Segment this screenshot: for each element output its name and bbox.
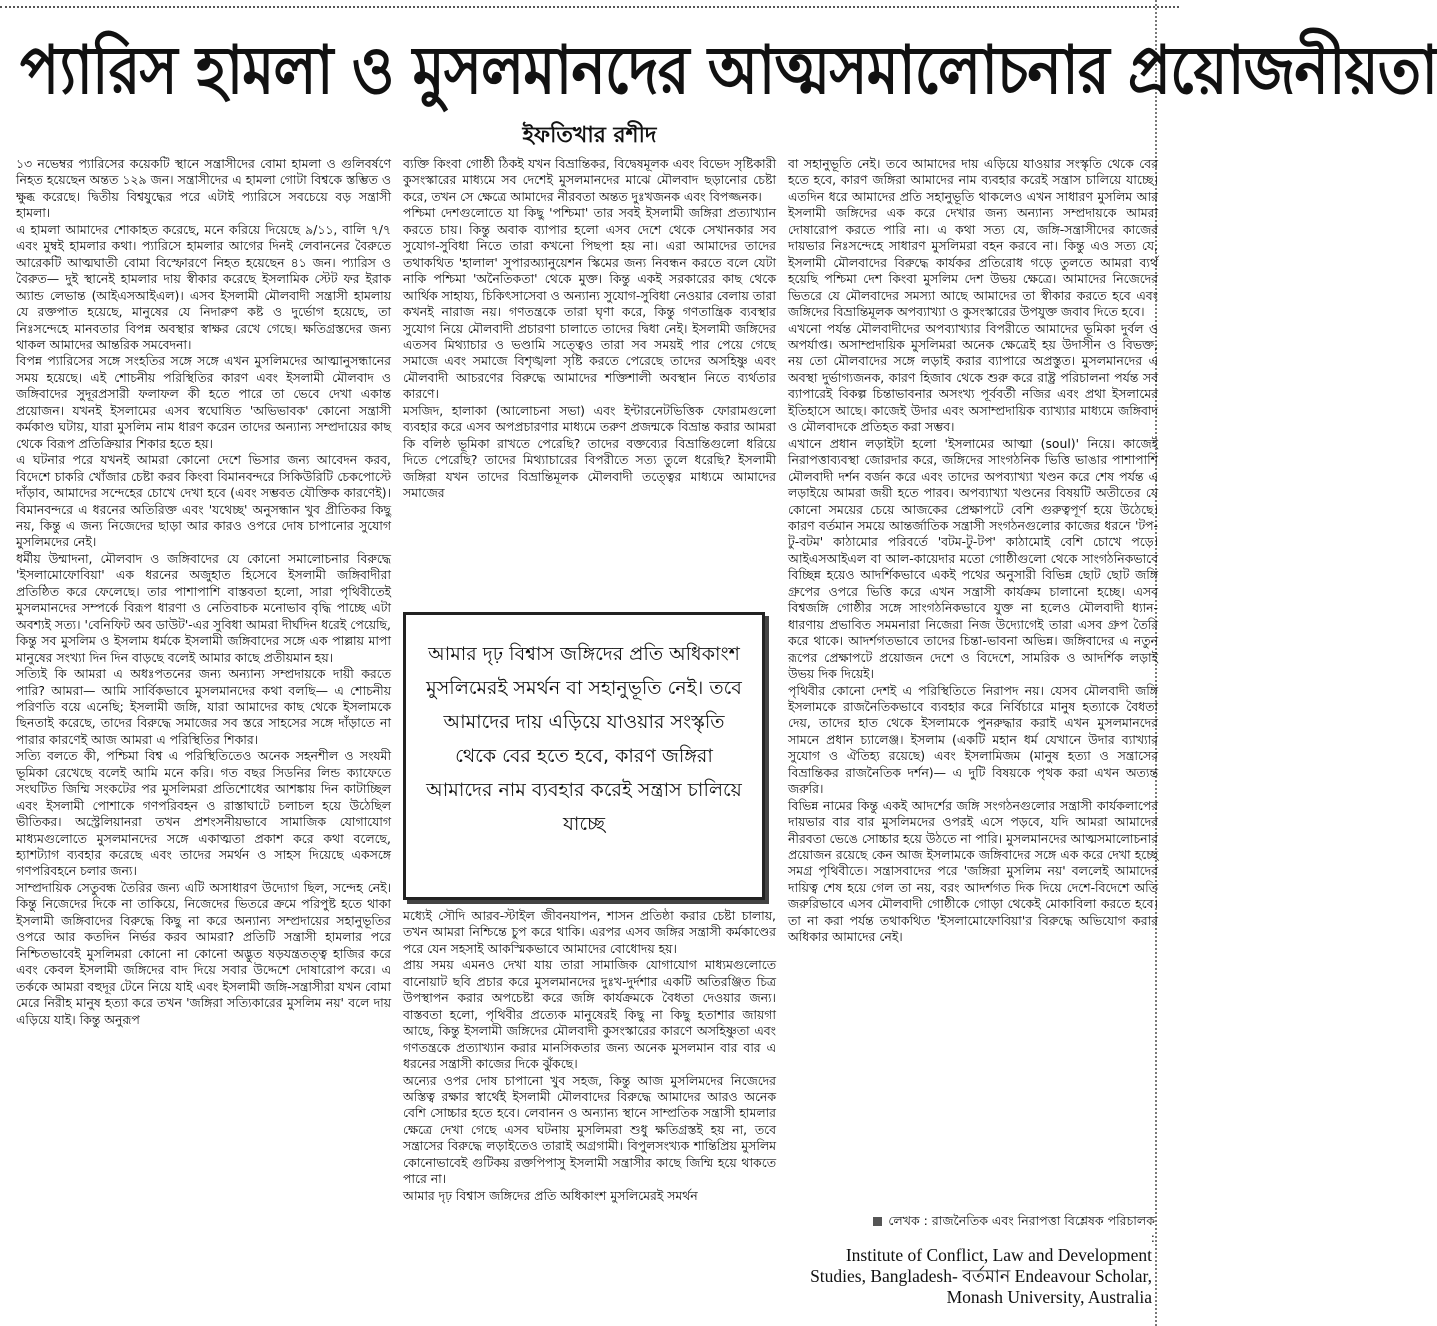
paragraph: সত্যি বলতে কী, পশ্চিমা বিশ্ব এ পরিস্থিতিতেও অনেক সহনশীল ও সংযমী ভূমিকা রেখেছে বলেই আমি মনে করি। গত বছর সিডনির লিন্ড ক্যাফেতে সংঘটিত জিম্মি সংকটের পর মুসলিমরা প্রতিশোধের আশঙ্কায় দিন কাটাচ্ছিল এবং ইসলামী পোশাকে গণপরিবহন ও রাস্তাঘাটে চলাচল হয়ে উঠেছিল ভীতিকর। অস্ট্রেলিয়ানরা তখন প্রশংসনীয়ভাবে সামাজিক যোগাযোগ মাধ্যমগুলোতে মুসলমানদের সঙ্গে একাত্মতা প্রকাশ করে কথা বলেছে, হ্যাশট্যাগ ব্যবহার করেছে এবং তাদের সমর্থন ও সাহস দিয়েছে একসঙ্গে গণপরিবহনে চলার জন্য।: [16, 748, 391, 879]
paragraph: ধর্মীয় উম্মাদনা, মৌলবাদ ও জঙ্গিবাদের যে কোনো সমালোচনার বিরুদ্ধে 'ইসলামোফোবিয়া' এক ধরনের অজুহাত হিসেবে ইসলামী জঙ্গিবাদীরা প্রতিষ্ঠিত করে ফেলেছে। তার পাশাপাশি বাস্তবতা হলো, সারা পৃথিবীতেই মুসলমানদের সম্পর্কে বিরূপ ধারণা ও নেতিবাচক মনোভাব বৃদ্ধি পাচ্ছে এটা অবশ্যই সত্য। 'বেনিফিট অব ডাউট'-এর সুবিধা আমরা দীর্ঘদিন ধরেই পেয়েছি, কিন্তু সব মুসলিম ও ইসলাম ধর্মকে ইসলামী জঙ্গিবাদের সঙ্গে এক পাল্লায় মাপা মানুষের সংখ্যা দিন দিন বাড়ছে বলেই আমার কাছে প্রতীয়মান হয়।: [16, 550, 391, 665]
paragraph: মধ্যেই সৌদি আরব-স্টাইল জীবনযাপন, শাসন প্রতিষ্ঠা করার চেষ্টা চালায়, তখন আমরা নিশ্চিন্তে চুপ করে থাকি। এরপর এসব জঙ্গির সন্ত্রাসী কর্মকাণ্ডের পরে যেন সহসাই আকস্মিকভাবে আমাদের বোধোদয় হয়।: [403, 908, 776, 956]
headline: প্যারিস হামলা ও মুসলমানদের আত্মসমালোচনার প্রয়োজনীয়তা: [20, 30, 1437, 110]
cut-line-top: [0, 6, 1179, 8]
column-2-bottom: [403, 908, 776, 1306]
column-1: [16, 156, 391, 1246]
author-note: [870, 1212, 1155, 1246]
paragraph: আমার দৃঢ় বিশ্বাস জঙ্গিদের প্রতি অধিকাংশ মুসলিমেরই সমর্থন: [403, 1187, 698, 1203]
paragraph: সাম্প্রদায়িক সেতুবন্ধ তৈরির জন্য এটি অসাধারণ উদ্যোগ ছিল, সন্দেহ নেই। কিন্তু নিজেদের দিকে না তাকিয়ে, নিজেদের ভিতরে ক্রমে পরিপুষ্ট হতে থাকা ইসলামী জঙ্গিবাদের বিরুদ্ধে কিছু না করে অন্যান্য সম্প্রদায়ের সহানুভূতির ওপরে আর কতদিন নির্ভর করব আমরা? প্রতিটি সন্ত্রাসী হামলার পরে নিশ্চিতভাবেই মুসলিমরা কোনো না কোনো অদ্ভুত ষড়যন্ত্রতত্ত্ব হাজির করে এবং কেবল ইসলামী জঙ্গিদের বাদ দিয়ে সবার উদ্দেশে দোষারোপ করে। এ তর্ককে আমরা বহুদূর টেনে নিয়ে যাই এবং ইসলামী জঙ্গি-সন্ত্রাসীরা যখন বোমা মেরে নিরীহ মানুষ হত্যা করে তখন 'জঙ্গিরা সত্যিকারের মুসলিম নয়' বলে দায় এড়িয়ে যাই। কিন্তু অনুরূপ: [16, 879, 391, 1027]
byline: ইফতিখার রশীদ: [522, 123, 657, 148]
paragraph: এখানে প্রধান লড়াইটা হলো 'ইসলামের আত্মা (soul)' নিয়ে। কাজেই নিরাপত্তাব্যবস্থা জোরদার করে, জঙ্গিদের সাংগঠনিক ভিত্তি ভাঙার পাশাপাশি মৌলবাদী দর্শন বর্জন করে এবং তাদের অপব্যাখ্যা খণ্ডন করে শেষ পর্যন্ত এ লড়াইয়ে আমরা জয়ী হতে পারব। অপব্যাখ্যা খণ্ডনের বিষয়টি অতীতের যে কোনো সময়ের চেয়ে আজকের প্রেক্ষাপটে বেশি গুরুত্বপূর্ণ হয়ে উঠেছে। কারণ বর্তমান সময়ে আন্তর্জাতিক সন্ত্রাসী সংগঠনগুলোর কাজের ধরনে 'টপ-টু-বটম' কাঠামোর পরিবর্তে 'বটম-টু-টপ' কাঠামোই বেশি চোখে পড়ে। আইএসআইএল বা আল-কায়েদার মতো গোষ্ঠীগুলো থেকে সাংগঠনিকভাবে বিচ্ছিন্ন হয়েও আদর্শিকভাবে একই পথের অনুসারী বিভিন্ন ছোট ছোট জঙ্গি গ্রুপের ওপরে ভিত্তি করে এখন সন্ত্রাসী কার্যক্রম চালানো হচ্ছে। এসব বিশ্বজঙ্গি গোষ্ঠীর সঙ্গে সাংগঠনিকভাবে যুক্ত না হলেও মৌলবাদী ধ্যান-ধারণায় প্রভাবিত সমমনারা নিজেরা নিজ উদ্যোগেই তারা এসব গ্রুপ তৈরি করে থাকে। আদর্শগতভাবে তাদের চিন্তা-ভাবনা অভিন্ন। জঙ্গিবাদের এ নতুন রূপের প্রেক্ষাপটে প্রয়োজন দেশে ও বিদেশে, সামরিক ও আদর্শিক লড়াই উভয় দিক দিয়েই।: [788, 435, 1158, 682]
author-note-text: লেখক : রাজনৈতিক এবং নিরাপত্তা বিশ্লেষক পরিচালক :: [888, 1213, 1155, 1245]
paragraph: বা সহানুভূতি নেই। তবে আমাদের দায় এড়িয়ে যাওয়ার সংস্কৃতি থেকে বের হতে হবে, কারণ জঙ্গিরা আমাদের নাম ব্যবহার করেই সন্ত্রাস চালিয়ে যাচ্ছে। এতদিন ধরে আমাদের প্রতি সহানুভূতি থাকলেও এখন সাধারণ মুসলিম আর ইসলামী জঙ্গিদের এক করে দেখার জন্য অন্যান্য সম্প্রদায়কে আমরা দোষারোপ করতে পারি না। এ কথা সত্য যে, জঙ্গি-সন্ত্রাসীদের কাজের দায়ভার নিঃসন্দেহে সাধারণ মুসলিমরা বহন করবে না। কিন্তু এও সত্য যে, ইসলামী মৌলবাদের বিরুদ্ধে কার্যকর প্রতিরোধ গড়ে তুলতে আমরা ব্যর্থ হয়েছি পশ্চিমা দেশ কিংবা মুসলিম দেশ উভয় ক্ষেত্রে। আমাদের নিজেদের ভিতরে যে মৌলবাদের সমস্যা আছে আমাদের তা স্বীকার করতে হবে এবং জঙ্গিদের বিভ্রান্তিমূলক অপব্যাখ্যা ও কুসংস্কারের উপযুক্ত জবাব দিতে হবে।: [788, 156, 1158, 320]
author-affiliation: Institute of Conflict, Law and Development Studies, Bangladesh- বর্তমান Endeavour Scholar, Monash University, Australia: [810, 1245, 1152, 1307]
paragraph: ১৩ নভেম্বর প্যারিসের কয়েকটি স্থানে সন্ত্রাসীদের বোমা হামলা ও গুলিবর্ষণে নিহত হয়েছেন অন্তত ১২৯ জন। সন্ত্রাসীদের এ হামলা গোটা বিশ্বকে স্তম্ভিত ও ক্ষুব্ধ করেছে। দ্বিতীয় বিশ্বযুদ্ধের পরে এটাই প্যারিসে সবচেয়ে বড় সন্ত্রাসী হামলা।: [16, 156, 391, 221]
pull-quote-text: আমার দৃঢ় বিশ্বাস জঙ্গিদের প্রতি অধিকাংশ মুসলিমেরই সমর্থন বা সহানুভূতি নেই। তবে আমাদের দায় এড়িয়ে যাওয়ার সংস্কৃতি থেকে বের হতে হবে, কারণ জঙ্গিরা আমাদের নাম ব্যবহার করেই সন্ত্রাস চালিয়ে যাচ্ছে: [426, 643, 742, 835]
paragraph: অন্যের ওপর দোষ চাপানো খুব সহজ, কিন্তু আজ মুসলিমদের নিজেদের অস্তিত্ব রক্ষার স্বার্থেই ইসলামী মৌলবাদের বিরুদ্ধে আমাদের আরও অনেক বেশি সোচ্চার হতে হবে। লেবানন ও অন্যান্য স্থানে সাম্প্রতিক সন্ত্রাসী হামলার ক্ষেত্রে দেখা গেছে এসব ঘটনায় মুসলিমরা শুধু ক্ষতিগ্রস্তই হয় না, তবে সন্ত্রাসের বিরুদ্ধে লড়াইতেও তারাই অগ্রগামী। বিপুলসংখ্যক শান্তিপ্রিয় মুসলিম কোনোভাবেই গুটিকয় রক্তপিপাসু ইসলামী সন্ত্রাসীর কাছে জিম্মি হয়ে থাকতে পারে না।: [403, 1072, 776, 1187]
paragraph: ব্যক্তি কিংবা গোষ্ঠী ঠিকই যখন বিভ্রান্তিকর, বিদ্বেষমূলক এবং বিভেদ সৃষ্টিকারী কুসংস্কারের মাধ্যমে সব দেশেই মুসলমানদের মাঝে মৌলবাদ ছড়ানোর চেষ্টা করে, তখন সে ক্ষেত্রে আমাদের নীরবতা অন্তত দুঃখজনক এবং বিপজ্জনক।: [403, 156, 776, 204]
square-bullet-icon: [873, 1217, 882, 1226]
paragraph: সত্যিই কি আমরা এ অধঃপতনের জন্য অন্যান্য সম্প্রদায়কে দায়ী করতে পারি? আমরা— আমি সার্বিকভাবে মুসলমানদের কথা বলছি— এ শোচনীয় পরিণতি বয়ে এনেছি; ইসলামী জঙ্গি, যারা আমাদের কাছ থেকে ইসলামকে ছিনতাই করেছে, তাদের বিরুদ্ধে সমাজের সব স্তরে সাহসের সঙ্গে দাঁড়াতে না পারার কারণেই আজ আমরা এ পরিস্থিতির শিকার।: [16, 666, 391, 747]
paragraph: এ হামলা আমাদের শোকাহত করেছে, মনে করিয়ে দিয়েছে ৯/১১, বালি ৭/৭ এবং মুম্বই হামলার কথা। প্যারিসে হামলার আগের দিনই লেবাননের বৈরুতে আরেকটি আত্মঘাতী বোমা বিস্ফোরণে নিহত হয়েছেন ৪১ জন। প্যারিস ও বৈরুত— দুই স্থানেই হামলার দায় স্বীকার করেছে ইসলামিক স্টেট ফর ইরাক অ্যান্ড লেভান্ত (আইএসআইএল)। এসব ইসলামী মৌলবাদী সন্ত্রাসী হামলায় যে রক্তপাত হয়েছে, মানুষের যে নিদারুণ কষ্ট ও দুর্ভোগ হয়েছে, তা নিঃসন্দেহে মানবতার বিপন্ন অবস্থার স্বাক্ষর রেখে গেছে। ক্ষতিগ্রস্তদের জন্য থাকল আমাদের আন্তরিক সমবেদনা।: [16, 221, 391, 352]
paragraph: মসজিদ, হালাকা (আলোচনা সভা) এবং ইন্টারনেটভিত্তিক ফোরামগুলো ব্যবহার করে এসব অপপ্রচারণার মাধ্যমে তরুণ প্রজন্মকে বিভ্রান্ত করার আমরা কি বলিষ্ঠ ভূমিকা রাখতে পেরেছি? তাদের বক্তব্যের বিভ্রান্তিগুলো ধরিয়ে দিতে পেরেছি? তাদের মিথ্যাচারের বিপরীতে সত্য তুলে ধরেছি? ইসলামী জঙ্গিরা যখন তাদের বিভ্রান্তিমূলক মৌলবাদী তত্ত্বের মাধ্যমে আমাদের সমাজের: [403, 402, 776, 501]
paragraph: প্রায় সময় এমনও দেখা যায় তারা সামাজিক যোগাযোগ মাধ্যমগুলোতে বানোয়াট ছবি প্রচার করে মুসলমানদের দুঃখ-দুর্দশার একটি অতিরঞ্জিত চিত্র উপস্থাপন করার অপচেষ্টা করে জঙ্গি কার্যক্রমকে বৈধতা দেওয়ার জন্য। বাস্তবতা হলো, পৃথিবীর প্রত্যেক মানুষেরই কিছু না কিছু হতাশার জায়গা আছে, কিন্তু ইসলামী জঙ্গিদের মৌলবাদী কুসংস্কারের কারণে অসহিষ্ণুতা এবং গণতন্ত্রকে প্রত্যাখ্যান করার মানসিকতার জন্য অনেক মুসলমান বার বার এ ধরনের সন্ত্রাসী কাজের দিকে ঝুঁকছে।: [403, 957, 776, 1072]
column-3: [788, 156, 1158, 1206]
paragraph: পৃথিবীর কোনো দেশই এ পরিস্থিতিতে নিরাপদ নয়। যেসব মৌলবাদী জঙ্গি ইসলামকে রাজনৈতিকভাবে ব্যবহার করে নির্বিচারে মানুষ হত্যাকে বৈধতা দেয়, তাদের হাত থেকে ইসলামকে পুনরুদ্ধার করাই এখন মুসলমানদের সামনে প্রধান চ্যালেঞ্জ। ইসলাম (একটি মহান ধর্ম যেখানে উদার ব্যাখ্যার সুযোগ ও ঐতিহ্য রয়েছে) এবং ইসলামিজম (মানুষ হত্যা ও সন্ত্রাসের বিভ্রান্তিকর রাজনৈতিক দর্শন)— এ দুটি বিষয়কে পৃথক করা এখন অত্যন্ত জরুরি।: [788, 682, 1158, 797]
column-2-top: [403, 156, 776, 611]
paragraph: বিপন্ন প্যারিসের সঙ্গে সংহতির সঙ্গে সঙ্গে এখন মুসলিমদের আত্মানুসন্ধানের সময় হয়েছে। এই শোচনীয় পরিস্থিতির কারণ এবং ইসলামী মৌলবাদ ও জঙ্গিবাদের সুদূরপ্রসারী ফলাফল কী হতে পারে তা ভেবে দেখা একান্ত প্রয়োজন। যখনই ইসলামের এসব স্বঘোষিত 'অভিভাবক' কোনো সন্ত্রাসী কর্মকাণ্ড ঘটায়, যারা মুসলিম নাম ধারণ করেন তাদের অন্যান্য সম্প্রদায়ের কাছ থেকে বিরূপ প্রতিক্রিয়ার শিকার হতে হয়।: [16, 353, 391, 451]
pull-quote-box: [403, 612, 765, 900]
paragraph: বিভিন্ন নামের কিন্তু একই আদর্শের জঙ্গি সংগঠনগুলোর সন্ত্রাসী কার্যকলাপের দায়ভার বার বার মুসলিমদের ওপরই এসে পড়বে, যদি আমরা আমাদের নীরবতা ভেঙে সোচ্চার হয়ে উঠতে না পারি। মুসলমানদের আত্মসমালোচনার প্রয়োজন রয়েছে কেন আজ ইসলামকে জঙ্গিবাদের সঙ্গে এক করে দেখা হচ্ছে সমগ্র পৃথিবীতে। সন্ত্রাসবাদের পরে 'জঙ্গিরা মুসলিম নয়' বললেই আমাদের দায়িত্ব শেষ হয়ে গেল তা নয়, বরং আদর্শগত দিক দিয়ে দেশে-বিদেশে অতি জরুরিভাবে এসব মৌলবাদী গোষ্ঠীকে গোড়া থেকেই মোকাবিলা করতে হবে। তা না করা পর্যন্ত তথাকথিত 'ইসলামোফোবিয়া'র বিরুদ্ধে অভিযোগ করার অধিকার আমাদের নেই।: [788, 797, 1158, 945]
paragraph: এখনো পর্যন্ত মৌলবাদীদের অপব্যাখ্যার বিপরীতে আমাদের ভূমিকা দুর্বল ও অপর্যাপ্ত। অসাম্প্রদায়িক মুসলিমরা অনেক ক্ষেত্রেই হয় উদাসীন ও বিভক্ত, নয় তো মৌলবাদের সঙ্গে লড়াই করার ব্যাপারে অপ্রস্তুত। মুসলমানদের এ অবস্থা দুর্ভাগ্যজনক, কারণ হিজাব থেকে শুরু করে রাষ্ট্র পরিচালনা পর্যন্ত সব ব্যাপারেই বিকল্প চিন্তাভাবনার অসংখ্য পূর্ববর্তী নজির এবং প্রথা ইসলামের ইতিহাসে আছে। কাজেই উদার এবং অসাম্প্রদায়িক ব্যাখ্যার মাধ্যমে জঙ্গিবাদ ও মৌলবাদকে প্রতিহত করা সম্ভব।: [788, 320, 1158, 435]
paragraph: এ ঘটনার পরে যখনই আমরা কোনো দেশে ভিসার জন্য আবেদন করব, বিদেশে চাকরি খোঁজার চেষ্টা করব কিংবা বিমানবন্দরে সিকিউরিটি চেকপোস্টে দাঁড়াব, আমাদের সন্দেহের চোখে দেখা হবে (এবং সম্ভবত যৌক্তিক কারণেই)। বিমানবন্দরে এ ধরনের অতিরিক্ত এবং 'যথেচ্ছ' অনুসন্ধান খুব প্রীতিকর কিছু নয়, কিন্তু এ জন্য নিজেদের ছাড়া আর কারও ওপরে দোষ চাপানোর সুযোগ মুসলিমদের নেই।: [16, 452, 391, 550]
paragraph: পশ্চিমা দেশগুলোতে যা কিছু 'পশ্চিমা' তার সবই ইসলামী জঙ্গিরা প্রত্যাখ্যান করতে চায়। কিন্তু অবাক ব্যাপার হলো এসব দেশে থেকে সেখানকার সব সুযোগ-সুবিধা নিতে তারা কখনো পিছপা হয় না। এরা আমাদের তাদের তথাকথিত 'হালাল' সুপারঅ্যানুয়েশন স্কিমের জন্য নিবন্ধন করতে বলে যেটা নাকি পশ্চিমা 'অনৈতিকতা' থেকে মুক্ত। কিন্তু একই সরকারের কাছ থেকে আর্থিক সাহায্য, চিকিৎসাসেবা ও অন্যান্য সুযোগ-সুবিধা নেওয়ার বেলায় তারা কখনই নারাজ নয়। গণতন্ত্রকে তারা ঘৃণা করে, কিন্তু গণতান্ত্রিক ব্যবস্থার সুযোগ নিয়ে মৌলবাদী প্রচারণা চালাতে তাদের দ্বিধা নেই। ইসলামী জঙ্গিদের এতসব মিথ্যাচার ও ভণ্ডামি সত্ত্বেও তারা সব সময়ই পার পেয়ে গেছে সমাজে এবং সমাজে বিশৃঙ্খলা সৃষ্টি করতে পেরেছে তাদের অসহিষ্ণু এবং মৌলবাদী আচরণের বিরুদ্ধে আমাদের শক্তিশালী অবস্থান নিতে ব্যর্থতার কারণে।: [403, 205, 776, 402]
